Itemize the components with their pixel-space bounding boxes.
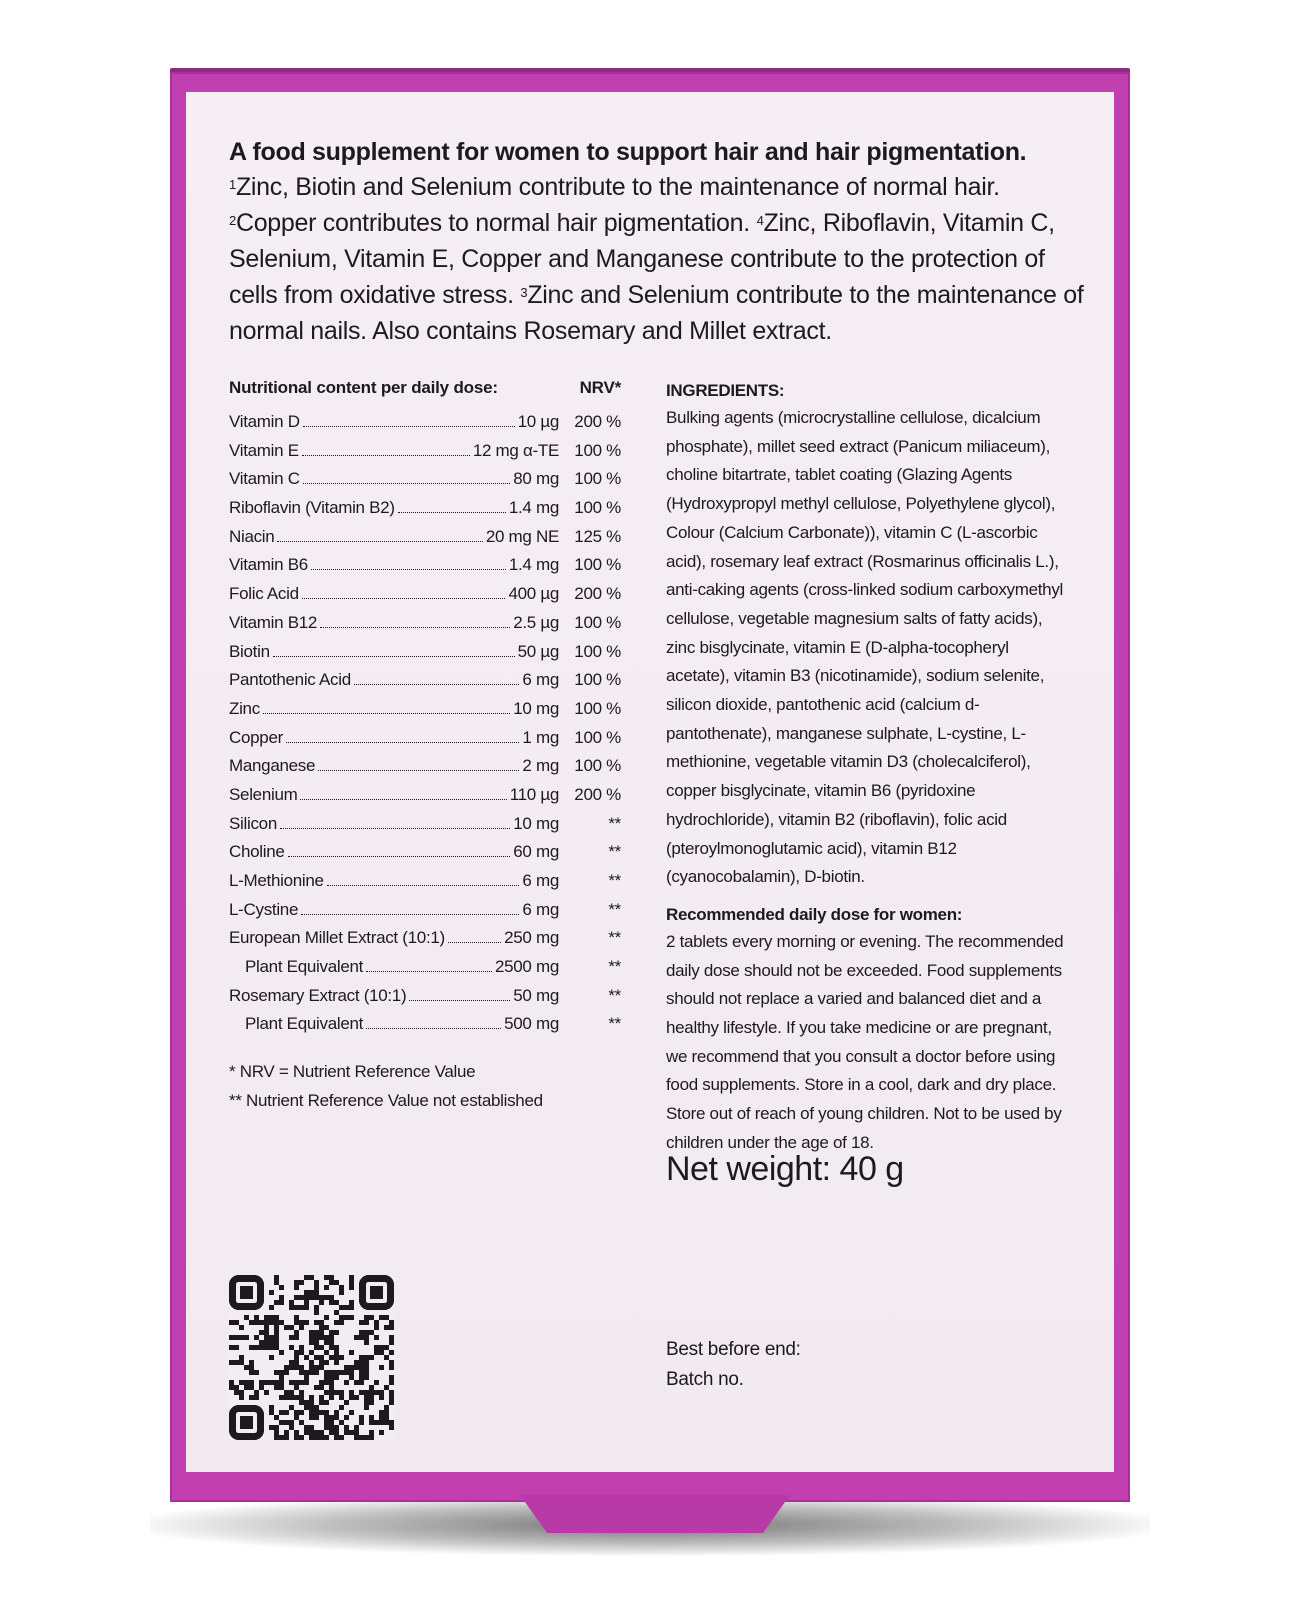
nutrient-nrv: 100 % [574,756,621,776]
dot-leader [398,512,506,513]
nutrient-nrv: 200 % [574,584,621,604]
dose-heading: Recommended daily dose for women: [666,904,963,924]
nutrient-nrv: 100 % [574,498,621,518]
nutrition-table [229,378,621,1115]
claim-text: Zinc, Riboflavin, Vitamin C, Selenium, Vitamin E, Copper and Manganese contribute to the protection of cells from oxidative stress. [229,209,1055,309]
dot-leader [302,598,506,599]
dot-leader [288,856,511,857]
nutrient-nrv: 100 % [574,670,621,690]
dot-leader [311,569,506,570]
nutrient-name: Plant Equivalent [245,1014,364,1034]
nutrient-nrv: ** [608,813,621,833]
dot-leader [286,742,519,743]
nutrient-name: Vitamin C [229,469,300,489]
nutrient-name: L-Cystine [229,899,299,919]
nutrition-row [229,441,621,470]
nutrient-name: European Millet Extract (10:1) [229,928,445,948]
intro-title: A food supplement for women to support hair and hair pigmentation. [229,138,1027,166]
nutrient-amount: 10 mg [513,813,559,833]
nutrition-row [229,928,621,957]
nutrition-row [229,871,621,900]
nutrient-nrv: ** [608,842,621,862]
dot-leader [366,971,492,972]
dot-leader [366,1028,501,1029]
net-weight: Net weight: 40 g [666,1150,904,1188]
nutrition-row [229,469,621,498]
dot-leader [280,828,510,829]
nutrient-amount: 1.4 mg [508,498,559,518]
nutrient-nrv: ** [608,928,621,948]
nutrient-name: Vitamin B12 [229,612,318,632]
nutrition-heading: Nutritional content per daily dose: [229,378,498,397]
dot-leader [448,942,501,943]
nutrient-nrv: 100 % [574,469,621,489]
footnote-marker: 3 [520,285,528,300]
nutrition-row [229,642,621,671]
intro-body [229,169,1089,349]
nutrient-nrv: ** [608,899,621,919]
nutrient-amount: 2 mg [522,756,559,776]
dot-leader [409,1000,510,1001]
dose-text: 2 tablets every morning or evening. The recommended daily dose should not be exceeded. Food supplements should not replace a varied and balanced diet and a healthy lifestyle. If you take medicine or are pregnant, we recommend that you consult a doctor before using food supplements. Store in a cool, dark and dry place. Store out of reach of young children. Not to be used by children under the age of 18. [666,931,1064,1152]
nutrient-nrv: 100 % [574,727,621,747]
box-flap [520,1495,790,1533]
dot-leader [263,713,510,714]
nutrition-header [229,378,621,398]
nutrient-amount: 1.4 mg [508,555,559,575]
nutrient-nrv: ** [608,985,621,1005]
footnote-marker: 1 [229,177,236,192]
nutrient-amount: 50 µg [517,641,559,661]
nutrient-amount: 12 mg α-TE [472,440,559,460]
nutrition-row [229,1014,621,1043]
batch-label: Batch no. [666,1369,744,1390]
nutrition-row [229,756,621,785]
dot-leader [354,684,520,685]
nutrient-amount: 6 mg [522,899,559,919]
nutrition-row [229,412,621,441]
dot-leader [273,656,515,657]
claim-text: Copper contributes to normal hair pigmentation. [235,209,757,237]
ingredients-text: Bulking agents (microcrystalline cellulose, dicalcium phosphate), millet seed extract (Panicum miliaceum), choline bitartrate, tablet coating (Glazing Agents (Hydroxypropyl methyl cellulose, Polyethylene glycol), Colour (Calcium Carbonate)), vitamin C (L-ascorbic acid), rosemary leaf extract (Rosmarinus officinalis L.), anti-caking agents (cross-linked sodium carboxymethyl cellulose, vegetable magnesium salts of fatty acids), zinc bisglycinate, vitamin E (D-alpha-tocopheryl acetate), vitamin B3 (nicotinamide), sodium selenite, silicon dioxide, pantothenic acid (calcium d-pantothenate), manganese sulphate, L-cystine, L-methionine, vegetable vitamin D3 (cholecalciferol), copper bisglycinate, vitamin B6 (pyridoxine hydrochloride), vitamin B2 (riboflavin), folic acid (pteroylmonoglutamic acid), vitamin B12 (cyanocobalamin), D-biotin. [666,408,1063,887]
nutrient-nrv: ** [608,957,621,977]
nutrition-row [229,900,621,929]
nutrient-name: Vitamin E [229,440,299,460]
nutrition-row [229,957,621,986]
nutrient-name: Choline [229,842,285,862]
nutrient-amount: 20 mg NE [485,526,559,546]
dot-leader [302,455,470,456]
nutrient-amount: 10 µg [517,412,559,431]
dot-leader [327,885,520,886]
nutrient-amount: 6 mg [522,670,559,690]
nutrient-name: Manganese [229,756,316,776]
nutrient-name: Niacin [229,526,275,546]
nutrient-amount: 60 mg [513,842,559,862]
nutrient-nrv: 100 % [574,612,621,632]
ingredients-section [666,378,1066,1158]
nutrient-nrv: 125 % [574,526,621,546]
nrv-note: * NRV = Nutrient Reference Value [229,1062,476,1082]
nutrient-nrv: 200 % [574,412,621,431]
nutrition-row [229,728,621,757]
nutrient-nrv: 100 % [574,698,621,718]
nutrient-name: Pantothenic Acid [229,670,351,690]
nutrition-row [229,584,621,613]
nutrient-name: Biotin [229,641,270,661]
nutrition-row [229,527,621,556]
qr-code-icon [229,1275,394,1440]
nutrient-nrv: 200 % [574,784,621,804]
nutrient-amount: 10 mg [513,698,559,718]
nutrient-amount: 500 mg [504,1014,559,1034]
nutrient-name: Zinc [229,698,260,718]
nutrition-row [229,842,621,871]
nutrition-rows [229,412,621,1043]
intro-section [229,135,1089,349]
dot-leader [303,426,515,427]
nutrient-amount: 250 mg [504,928,559,948]
nutrient-name: Folic Acid [229,584,299,604]
nutrient-name: Rosemary Extract (10:1) [229,985,407,1005]
nutrient-amount: 80 mg [513,469,559,489]
nutrient-amount: 1 mg [522,727,559,747]
nutrition-row [229,699,621,728]
nutrient-name: Selenium [229,784,298,804]
nrv-not-established-note: ** Nutrient Reference Value not established [229,1091,543,1111]
nutrition-row [229,613,621,642]
nutrition-row [229,498,621,527]
nutrient-name: Silicon [229,813,277,833]
dot-leader [318,770,519,771]
nutrient-nrv: 100 % [574,440,621,460]
nutrient-name: Plant Equivalent [245,957,364,977]
nutrition-row [229,670,621,699]
nutrient-nrv: 100 % [574,555,621,575]
nutrient-nrv: ** [608,1014,621,1034]
nutrient-nrv: 100 % [574,641,621,661]
nutrition-row [229,986,621,1015]
dot-leader [300,799,506,800]
nutrient-name: Vitamin B6 [229,555,308,575]
nutrition-row [229,555,621,584]
nutrient-amount: 50 mg [513,985,559,1005]
nutrient-nrv: ** [608,871,621,890]
footnote-marker: 4 [756,213,764,228]
claim-text: Zinc, Biotin and Selenium contribute to the maintenance of normal hair. [235,173,1000,201]
dot-leader [303,483,511,484]
nutrient-name: Riboflavin (Vitamin B2) [229,498,395,518]
nutrient-name: Copper [229,727,283,747]
nutrient-amount: 110 µg [509,784,559,804]
nutrition-row [229,814,621,843]
claim-text: Zinc and Selenium contribute to the maintenance of normal nails. Also contains Rosemary and Millet extract. [229,281,1084,345]
dot-leader [301,914,519,915]
ingredients-heading: INGREDIENTS: [666,381,785,400]
nutrient-amount: 6 mg [522,871,559,890]
nutrition-notes [229,1057,621,1115]
expiry-batch [666,1335,801,1395]
dot-leader [277,541,482,542]
nutrient-amount: 400 µg [508,584,559,604]
nrv-heading: NRV* [579,378,621,397]
nutrition-row [229,785,621,814]
nutrient-amount: 2500 mg [494,957,559,977]
nutrient-amount: 2.5 µg [513,612,559,632]
nutrient-name: L-Methionine [229,871,324,890]
nutrient-name: Vitamin D [229,412,300,431]
footnote-marker: 2 [229,213,236,228]
best-before-label: Best before end: [666,1339,801,1360]
dot-leader [320,627,510,628]
